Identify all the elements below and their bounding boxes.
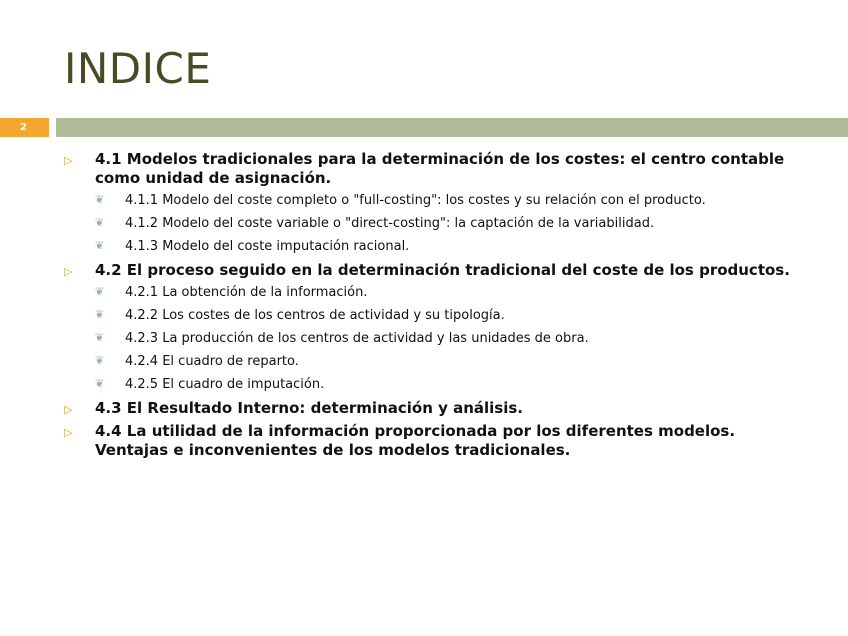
outline-subsection-4-1-3 [95, 238, 804, 256]
outline-subsection-title: 4.1.2 Modelo del coste variable o "direct-costing": la captación de la variabilidad. [125, 216, 655, 231]
leaf-bullet-icon: ❦ [95, 285, 104, 298]
outline-subsection-list [95, 284, 804, 394]
outline-section-title: 4.1 Modelos tradicionales para la determinación de los costes: el centro contable como unidad de asignación. [95, 150, 785, 187]
outline-section-title: 4.4 La utilidad de la información proporcionada por los diferentes modelos. Ventajas e inconvenientes de los modelos tradicionales. [95, 422, 736, 459]
outline-subsection-4-2-4 [95, 353, 804, 371]
leaf-bullet-icon: ❦ [95, 354, 104, 367]
table-of-contents [64, 150, 804, 464]
outline-subsection-4-2-3 [95, 330, 804, 348]
outline-subsection-4-2-1 [95, 284, 804, 302]
title-underline-bar [56, 118, 848, 137]
leaf-bullet-icon: ❦ [95, 377, 104, 390]
triangle-outline-bullet-icon: ▷ [64, 403, 73, 416]
outline-subsection-4-2-5 [95, 376, 804, 394]
triangle-outline-bullet-icon: ▷ [64, 154, 73, 167]
outline-subsection-title: 4.1.3 Modelo del coste imputación racional. [125, 239, 410, 254]
outline-subsection-title: 4.1.1 Modelo del coste completo o "full-costing": los costes y su relación con el producto. [125, 193, 706, 208]
leaf-bullet-icon: ❦ [95, 193, 104, 206]
outline-subsection-4-2-2 [95, 307, 804, 325]
outline-subsection-title: 4.2.4 El cuadro de reparto. [125, 354, 299, 369]
leaf-bullet-icon: ❦ [95, 216, 104, 229]
outline-section-title: 4.2 El proceso seguido en la determinación tradicional del coste de los productos. [95, 261, 790, 279]
outline-section-4-4 [64, 422, 804, 460]
outline-subsection-title: 4.2.3 La producción de los centros de actividad y las unidades de obra. [125, 331, 589, 346]
triangle-outline-bullet-icon: ▷ [64, 265, 73, 278]
outline-subsection-title: 4.2.5 El cuadro de imputación. [125, 377, 325, 392]
outline-section-4-1 [64, 150, 804, 256]
outline-section-title: 4.3 El Resultado Interno: determinación y análisis. [95, 399, 524, 417]
page-number: 2 [0, 118, 49, 137]
leaf-bullet-icon: ❦ [95, 239, 104, 252]
leaf-bullet-icon: ❦ [95, 331, 104, 344]
triangle-outline-bullet-icon: ▷ [64, 426, 73, 439]
outline-section-4-3 [64, 399, 804, 418]
outline-subsection-list [95, 192, 804, 256]
outline-subsection-title: 4.2.2 Los costes de los centros de actividad y su tipología. [125, 308, 505, 323]
slide-title: INDICE [64, 44, 212, 93]
outline-subsection-title: 4.2.1 La obtención de la información. [125, 285, 368, 300]
leaf-bullet-icon: ❦ [95, 308, 104, 321]
outline-subsection-4-1-2 [95, 215, 804, 233]
outline-subsection-4-1-1 [95, 192, 804, 210]
outline-section-4-2 [64, 261, 804, 394]
